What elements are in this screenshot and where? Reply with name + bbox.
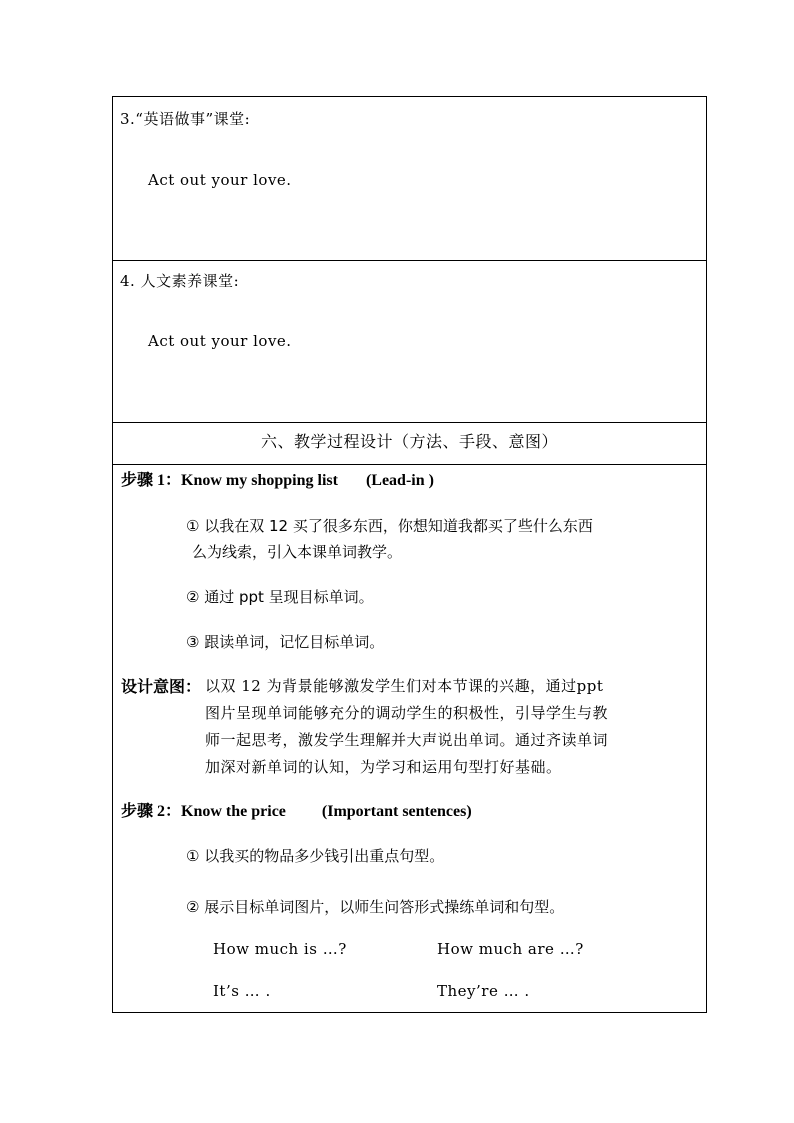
lesson-plan-table	[112, 96, 707, 1013]
section-3-body: Act out your love.	[148, 171, 292, 189]
sentence-answer-1: It’s … .	[213, 982, 271, 1000]
section-3-heading: 3.“英语做事”课堂:	[120, 110, 251, 128]
step-2-title: Know the price	[181, 803, 286, 820]
teaching-process-content	[113, 465, 706, 1012]
sentence-answer-2: They’re … .	[437, 982, 530, 1000]
step-1-label: 步骤 1：	[121, 472, 182, 489]
sentence-question-2: How much are …?	[437, 940, 584, 958]
design-intent-line-2: 图片呈现单词能够充分的调动学生的积极性，引导学生与教	[205, 704, 609, 722]
step-1-title: Know my shopping list	[181, 472, 338, 489]
section-4-body: Act out your love.	[148, 332, 292, 350]
step-2-heading	[121, 801, 472, 822]
step-2-item-1: ① 以我买的物品多少钱引出重点句型。	[186, 847, 445, 865]
step-2-label: 步骤 2：	[121, 803, 182, 820]
step-1-heading	[121, 470, 434, 491]
section-4-heading: 4. 人文素养课堂:	[120, 272, 240, 290]
section-6-title: 六、教学过程设计（方法、手段、意图）	[260, 432, 558, 451]
design-intent-line-3: 师一起思考，激发学生理解并大声说出单词。通过齐读单词	[205, 731, 609, 749]
section-6-title-row	[113, 422, 706, 465]
sentence-question-1: How much is …?	[213, 940, 347, 958]
design-intent-line-1: 以双 12 为背景能够激发学生们对本节课的兴趣，通过ppt	[205, 677, 604, 695]
step-1-tag: (Lead-in )	[365, 472, 434, 489]
step-1-item-1: ① 以我在双 12 买了很多东西，你想知道我都买了些什么东西	[186, 517, 593, 535]
step-1-item-2: ② 通过 ppt 呈现目标单词。	[186, 588, 374, 606]
step-1-item-1-cont: 么为线索，引入本课单词教学。	[192, 543, 403, 561]
section-3-row	[113, 97, 706, 261]
section-4-row	[113, 260, 706, 423]
design-intent-line-4: 加深对新单词的认知，为学习和运用句型打好基础。	[205, 758, 562, 776]
step-2-tag: (Important sentences)	[321, 803, 472, 820]
step-1-item-3: ③ 跟读单词，记忆目标单词。	[186, 633, 385, 651]
design-intent-label: 设计意图：	[121, 679, 202, 696]
step-2-item-2: ② 展示目标单词图片，以师生问答形式操练单词和句型。	[186, 898, 565, 916]
